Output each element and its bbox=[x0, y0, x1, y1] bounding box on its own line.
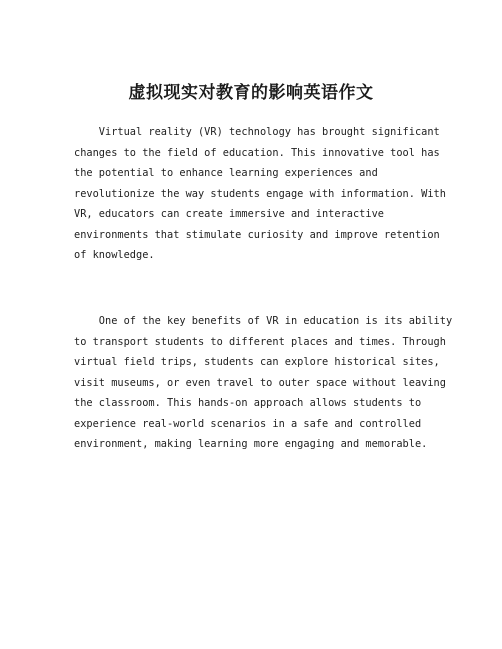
paragraph-line: environment, making learning more engaging and memorable. bbox=[74, 438, 428, 450]
paragraph-line: revolutionize the way students engage with information. With bbox=[74, 187, 446, 200]
paragraph-line: visit museums, or even travel to outer space without leaving bbox=[74, 376, 446, 389]
paragraph-line: the classroom. This hands-on approach allows students to bbox=[74, 397, 422, 409]
paragraph-line: virtual field trips, students can explore historical sites, bbox=[74, 356, 440, 368]
paragraph-line: environments that stimulate curiosity and improve retention bbox=[74, 228, 440, 241]
paragraph-line: Virtual reality (VR) technology has brought significant bbox=[74, 126, 440, 138]
paragraph-line: One of the key benefits of VR in education is its ability bbox=[74, 315, 453, 327]
paragraph-line: of knowledge. bbox=[74, 249, 155, 261]
document-title: 虚拟现实对教育的影响英语作文 bbox=[128, 83, 374, 103]
paragraph-1 bbox=[74, 122, 446, 266]
paragraph-line: to transport students to different places and times. Through bbox=[74, 335, 446, 348]
paragraph-2 bbox=[74, 311, 453, 455]
paragraph-line: VR, educators can create immersive and interactive bbox=[74, 208, 384, 220]
paragraph-line: changes to the field of education. This innovative tool has bbox=[74, 146, 440, 159]
paragraph-line: experience real-world scenarios in a safe and controlled bbox=[74, 417, 422, 430]
paragraph-line: the potential to enhance learning experiences and bbox=[74, 167, 378, 179]
